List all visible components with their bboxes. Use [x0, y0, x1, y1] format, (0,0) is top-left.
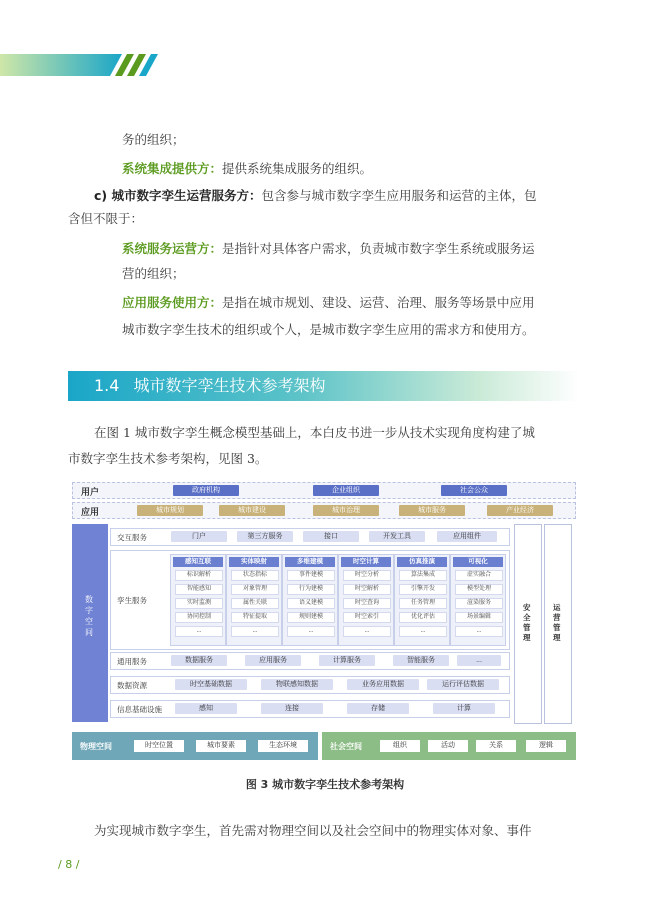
twin-service-column — [394, 554, 450, 646]
operations-label: 运营管理 — [553, 603, 561, 642]
layer-label: 数据资源 — [117, 681, 147, 690]
text: 包含参与城市数字孪生应用服务和运营的主体，包 — [261, 188, 537, 203]
term: 系统服务运营方： — [122, 241, 223, 256]
architecture-diagram — [70, 480, 578, 770]
interaction-chip: 门户 — [171, 531, 227, 542]
layer-label: 通用服务 — [117, 657, 147, 666]
physical-chip: 城市要素 — [196, 740, 246, 752]
social-chip: 组织 — [380, 740, 420, 752]
twin-service-column — [450, 554, 506, 646]
infrastructure-layer — [110, 700, 510, 718]
term: 应用服务使用方： — [122, 295, 223, 310]
interaction-chip: 开发工具 — [369, 531, 425, 542]
app-chip: 城市治理 — [313, 505, 379, 516]
paragraph-operator — [94, 187, 537, 205]
social-chip: 活动 — [428, 740, 468, 752]
twin-column-item: 标识解析 — [175, 570, 223, 581]
data-chip: 业务应用数据 — [347, 679, 419, 690]
paragraph-system-integrator — [122, 160, 372, 178]
term: 系统集成提供方： — [122, 161, 223, 176]
twin-column-item: 语义建模 — [287, 598, 335, 609]
paragraph-line — [68, 210, 143, 228]
users-row — [72, 482, 576, 499]
twin-column-head: 可视化 — [453, 557, 503, 567]
social-space-bar — [322, 732, 576, 760]
twin-column-item: 场景编辑 — [455, 612, 503, 623]
apps-row — [72, 502, 576, 519]
figure-caption: 图 3 城市数字孪生技术参考架构 — [245, 778, 405, 791]
twin-column-item: 任务管理 — [399, 598, 447, 609]
interaction-chip: 应用组件 — [437, 531, 497, 542]
users-label: 用户 — [81, 487, 100, 497]
physical-space-bar — [72, 732, 318, 760]
section-number: 1.4 — [94, 376, 120, 395]
twin-column-item: 属性关联 — [231, 598, 279, 609]
general-chip: 数据服务 — [171, 655, 227, 666]
paragraph-line — [122, 265, 185, 283]
twin-column-item: 渲染服务 — [455, 598, 503, 609]
twin-column-head: 仿真推演 — [397, 557, 447, 567]
twin-column-item: 规则建模 — [287, 612, 335, 623]
layer-label: 孪生服务 — [117, 596, 147, 605]
twin-column-head: 多维建模 — [285, 557, 335, 567]
paragraph-app-user — [122, 294, 535, 312]
page-number: / 8 / — [58, 858, 80, 871]
twin-column-item: ... — [287, 626, 335, 637]
twin-column-item: 虚实融合 — [455, 570, 503, 581]
twin-column-head: 感知互联 — [173, 557, 223, 567]
twin-service-column — [170, 554, 226, 646]
data-chip: 时空基础数据 — [175, 679, 247, 690]
app-chip: 城市建设 — [219, 505, 285, 516]
general-chip: ... — [457, 655, 501, 666]
twin-column-item: 实时监测 — [175, 598, 223, 609]
twin-column-item: 行为建模 — [287, 584, 335, 595]
infra-chip: 计算 — [433, 703, 495, 714]
social-chip: 逻辑 — [526, 740, 566, 752]
twin-column-item: ... — [175, 626, 223, 637]
text: 是指在城市规划、建设、运营、治理、服务等场景中应用 — [222, 295, 535, 310]
physical-space-label: 物理空间 — [80, 742, 112, 751]
twin-column-item: 时空索引 — [343, 612, 391, 623]
data-chip: 物联感知数据 — [261, 679, 333, 690]
twin-column-item: 智能感知 — [175, 584, 223, 595]
twin-column-item: ... — [343, 626, 391, 637]
paragraph-line — [122, 321, 535, 339]
app-chip: 城市服务 — [399, 505, 465, 516]
twin-column-item: ... — [399, 626, 447, 637]
twin-column-item: ... — [231, 626, 279, 637]
twin-column-item: 时空解析 — [343, 584, 391, 595]
paragraph-system-operator — [122, 240, 535, 258]
section-title: 城市数字孪生技术参考架构 — [133, 376, 326, 395]
general-chip: 智能服务 — [393, 655, 449, 666]
app-chip: 城市规划 — [137, 505, 203, 516]
twin-column-item: ... — [455, 626, 503, 637]
infra-chip: 感知 — [175, 703, 237, 714]
physical-chip: 时空位置 — [134, 740, 184, 752]
header-stripe-decoration — [0, 54, 160, 76]
twin-column-item: 模型处理 — [455, 584, 503, 595]
user-chip: 社会公众 — [441, 485, 507, 496]
twin-column-item: 协同控制 — [175, 612, 223, 623]
twin-column-item: 算法集成 — [399, 570, 447, 581]
data-resources-layer — [110, 676, 510, 694]
text: 提供系统集成服务的组织。 — [222, 161, 373, 176]
twin-column-item: 时空查询 — [343, 598, 391, 609]
text: 在图 1 城市数字孪生概念模型基础上，本白皮书进一步从技术实现角度构建了城 — [94, 425, 535, 440]
interaction-layer — [110, 528, 510, 546]
twin-service-column — [338, 554, 394, 646]
paragraph-line — [94, 424, 535, 442]
social-space-label: 社会空间 — [330, 742, 362, 751]
text: 为实现城市数字孪生，首先需对物理空间以及社会空间中的物理实体对象、事件 — [94, 823, 532, 838]
layer-label: 信息基础设施 — [117, 705, 162, 714]
twin-column-item: 事件建模 — [287, 570, 335, 581]
interaction-chip: 接口 — [303, 531, 359, 542]
twin-column-item: 优化评估 — [399, 612, 447, 623]
paragraph-line — [94, 822, 532, 840]
digital-space-label-box — [72, 524, 108, 722]
text: 务的组织； — [122, 132, 185, 147]
term: c) 城市数字孪生运营服务方： — [94, 188, 262, 203]
text: 营的组织； — [122, 266, 185, 281]
text: 市数字孪生技术参考架构，见图 3。 — [68, 451, 268, 466]
security-management-box — [514, 524, 542, 724]
twin-column-head: 时空计算 — [341, 557, 391, 567]
layer-label: 交互服务 — [117, 533, 147, 542]
infra-chip: 连接 — [261, 703, 323, 714]
twin-column-item: 时空分析 — [343, 570, 391, 581]
digital-space-label: 数字空间 — [85, 595, 93, 637]
data-chip: 运行评估数据 — [427, 679, 499, 690]
security-label: 安全管理 — [523, 603, 531, 642]
text: 城市数字孪生技术的组织或个人，是城市数字孪生应用的需求方和使用方。 — [122, 322, 535, 337]
paragraph-line — [68, 450, 267, 468]
physical-chip: 生态环境 — [258, 740, 308, 752]
twin-column-item: 对象管理 — [231, 584, 279, 595]
infra-chip: 存储 — [347, 703, 409, 714]
interaction-chip: 第三方服务 — [237, 531, 293, 542]
general-chip: 应用服务 — [245, 655, 301, 666]
general-services-layer — [110, 652, 510, 670]
operations-management-box — [544, 524, 572, 724]
text: 含但不限于： — [68, 211, 144, 226]
user-chip: 政府机构 — [173, 485, 239, 496]
user-chip: 企业组织 — [313, 485, 379, 496]
twin-service-column — [226, 554, 282, 646]
social-chip: 关系 — [476, 740, 516, 752]
twin-column-head: 实体映射 — [229, 557, 279, 567]
text: 是指针对具体客户需求，负责城市数字孪生系统或服务运 — [222, 241, 535, 256]
app-chip: 产业经济 — [487, 505, 553, 516]
general-chip: 计算服务 — [319, 655, 375, 666]
twin-column-item: 特征提取 — [231, 612, 279, 623]
apps-label: 应用 — [81, 507, 100, 517]
twin-service-column — [282, 554, 338, 646]
twin-column-item: 引擎开发 — [399, 584, 447, 595]
section-heading — [68, 371, 580, 401]
twin-column-item: 状态指标 — [231, 570, 279, 581]
paragraph-line — [122, 131, 185, 149]
